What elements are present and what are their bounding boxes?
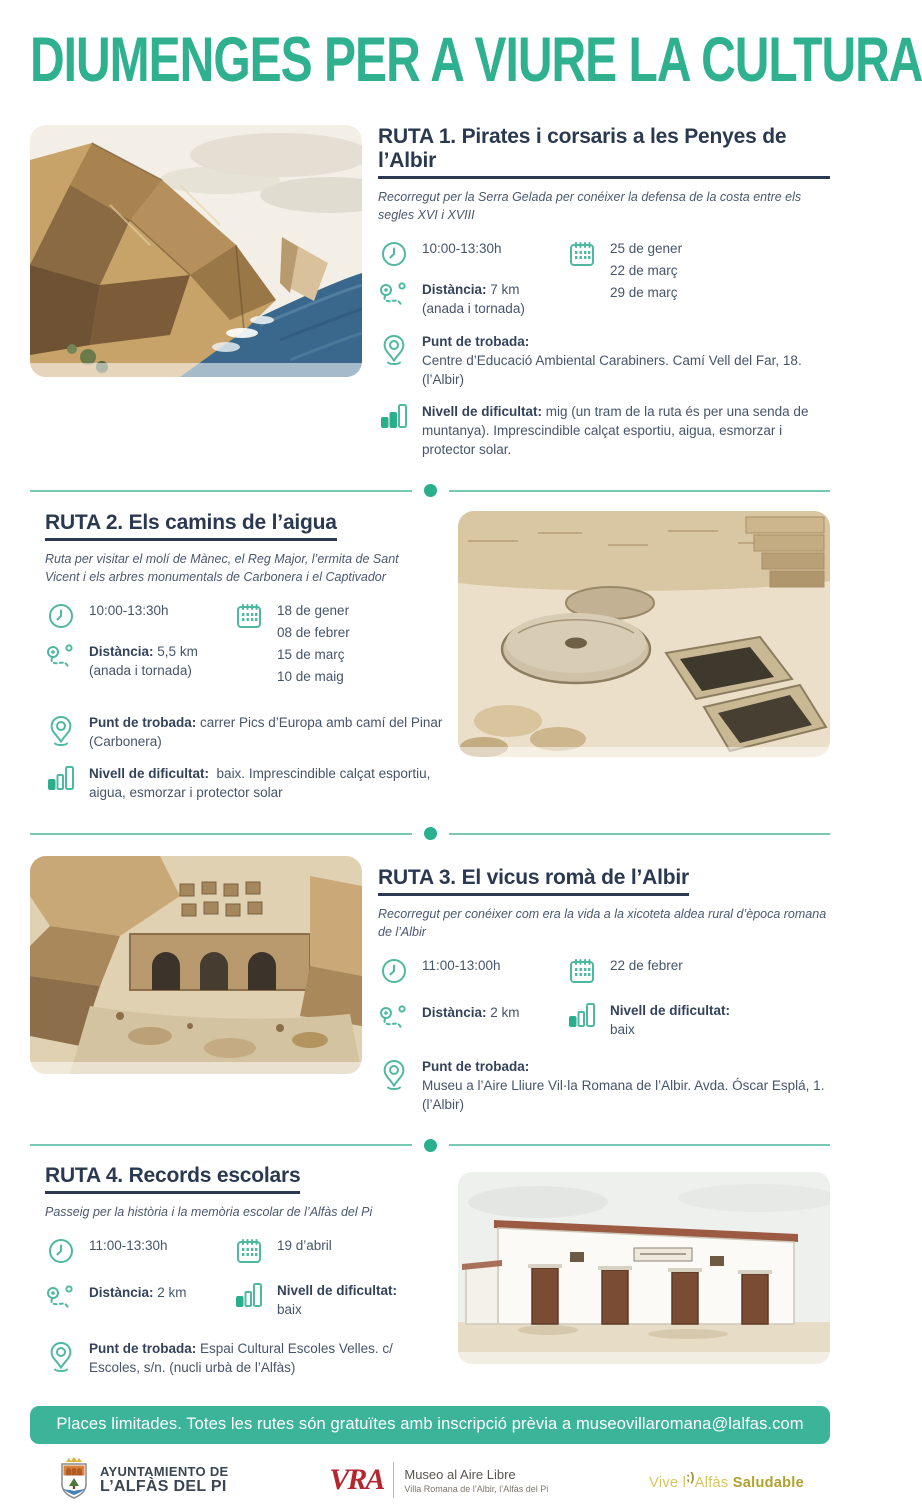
distance-icon <box>378 281 410 319</box>
logos-row <box>56 1456 804 1505</box>
section-divider <box>30 827 830 840</box>
route-2-illustration <box>458 511 830 757</box>
route-3-difficulty: Nivell de dificultat: baix <box>566 1002 830 1040</box>
route-1-content <box>378 125 830 474</box>
ayuntamiento-line2: L’ALFÀS DEL PI <box>100 1477 227 1495</box>
route-3-illustration <box>30 856 362 1074</box>
route-3-dates: 22 de febrer <box>566 957 830 984</box>
ayuntamiento-crest-icon <box>56 1456 92 1505</box>
route-2-subtitle: Ruta per visitar el molí de Mànec, el Reg Major, l’ermita de Sant Vicent i els arbres monumentals de Carbonera i el Captivador <box>45 552 399 584</box>
clock-icon <box>378 957 410 984</box>
route-3-content <box>378 856 830 1128</box>
route-3-heading: RUTA 3. El vicus romà de l’Albir <box>378 866 689 896</box>
vra-acronym: VRA <box>329 1463 384 1497</box>
route-2-dates: 18 de gener 08 de febrer 15 de març 10 de maig <box>233 602 452 690</box>
notice-text: Places limitades. Totes les rutes són gratuïtes amb inscripció prèvia a museovillaromana@lalfas.com <box>56 1415 804 1434</box>
route-2-meeting-point: Punt de trobada: carrer Pics d’Europa amb camí del Pinar (Carbonera) <box>45 714 452 752</box>
route-1-illustration <box>30 125 362 377</box>
page-title: DIUMENGES PER A VIURE LA CULTURA <box>30 25 922 96</box>
clock-icon <box>45 1237 77 1264</box>
route-1-meeting-point: Punt de trobada: Centre d’Educació Ambiental Carabiners. Camí Vell del Far, 18. (l’Albir) <box>378 333 830 390</box>
wink-icon: ;) <box>686 1469 695 1484</box>
calendar-icon <box>566 240 598 306</box>
route-2-difficulty: Nivell de dificultat: baix. Imprescindible calçat esportiu, aigua, esmorzar i protector solar <box>45 765 452 803</box>
route-4-subtitle: Passeig per la història i la memòria escolar de l’Alfàs del Pi <box>45 1204 373 1219</box>
route-4-dates: 19 d’abril <box>233 1237 458 1264</box>
route-4-content <box>30 1164 458 1392</box>
route-1-heading: RUTA 1. Pirates i corsaris a les Penyes de l’Albir <box>378 125 830 179</box>
route-4-meeting-point: Punt de trobada: Espai Cultural Escoles Velles. c/ Escoles, s/n. (nucli urbà de l’Alfàs) <box>45 1340 405 1378</box>
calendar-icon <box>233 602 265 690</box>
route-1-dates: 25 de gener 22 de març 29 de març <box>566 240 830 306</box>
divider-dot-icon <box>424 827 437 840</box>
route-3-distance: Distància: 2 km <box>378 1004 566 1031</box>
map-pin-icon <box>45 1340 77 1378</box>
map-pin-icon <box>45 714 77 752</box>
map-pin-icon <box>378 333 410 390</box>
route-2-distance: Distància: 5,5 km (anada i tornada) <box>45 643 233 681</box>
section-divider <box>30 484 830 497</box>
notice-bar <box>30 1406 830 1444</box>
route-1-subtitle: Recorregut per la Serra Gelada per conéixer la defensa de la costa entre els segles XVI i XVIII <box>378 190 802 222</box>
section-divider <box>30 1139 830 1152</box>
vra-line2: Villa Romana de l’Albir, l’Alfàs del Pi <box>404 1483 549 1494</box>
vra-line1: Museo al Aire Libre <box>404 1466 516 1482</box>
distance-icon <box>45 1284 77 1311</box>
route-3-time: 11:00-13:00h <box>378 957 566 984</box>
distance-icon <box>45 643 77 681</box>
route-4-time: 11:00-13:30h <box>45 1237 233 1264</box>
route-2-content <box>30 511 458 817</box>
clock-icon <box>378 240 410 267</box>
vive-alfas-saludable-logo: Vive l;)Alfàs Saludable <box>649 1469 804 1491</box>
route-1-distance: Distància: 7 km (anada i tornada) <box>378 281 566 319</box>
ayuntamiento-logo <box>56 1456 229 1505</box>
route-2-heading: RUTA 2. Els camins de l’aigua <box>45 511 337 541</box>
route-4-distance: Distància: 2 km <box>45 1284 233 1311</box>
route-1-time: 10:00-13:30h <box>378 240 566 267</box>
poster-page <box>0 24 922 1497</box>
route-4-heading: RUTA 4. Records escolars <box>45 1164 300 1194</box>
route-3-subtitle: Recorregut per conéixer com era la vida a la xicoteta aldea rural d’època romana de l’Albir <box>378 907 827 939</box>
route-1-difficulty: Nivell de dificultat: mig (un tram de la ruta és per una senda de muntanya). Imprescindible calçat esportiu, aigua, esmorzar i protector solar. <box>378 403 830 460</box>
vra-museum-logo <box>329 1462 548 1498</box>
map-pin-icon <box>378 1058 410 1115</box>
distance-icon <box>378 1004 410 1031</box>
difficulty-bars-icon <box>233 1282 265 1320</box>
difficulty-bars-icon <box>566 1002 598 1040</box>
route-3-meeting-point: Punt de trobada: Museu a l’Aire Lliure Vil·la Romana de l’Albir. Avda. Óscar Esplá, 1. (l’Albir) <box>378 1058 830 1115</box>
difficulty-bars-icon <box>378 403 410 460</box>
calendar-icon <box>233 1237 265 1264</box>
logo-separator <box>393 1462 394 1498</box>
route-2-time: 10:00-13:30h <box>45 602 233 629</box>
ayuntamiento-line1: AYUNTAMIENTO DE <box>100 1464 229 1480</box>
route-2-section <box>0 511 860 817</box>
calendar-icon <box>566 957 598 984</box>
route-4-section <box>0 1164 860 1392</box>
difficulty-bars-icon <box>45 765 77 803</box>
divider-dot-icon <box>424 1139 437 1152</box>
route-4-illustration <box>458 1172 830 1364</box>
divider-dot-icon <box>424 484 437 497</box>
route-4-difficulty: Nivell de dificultat: baix <box>233 1282 458 1320</box>
route-1-section <box>0 125 860 474</box>
route-3-section <box>0 856 860 1128</box>
clock-icon <box>45 602 77 629</box>
